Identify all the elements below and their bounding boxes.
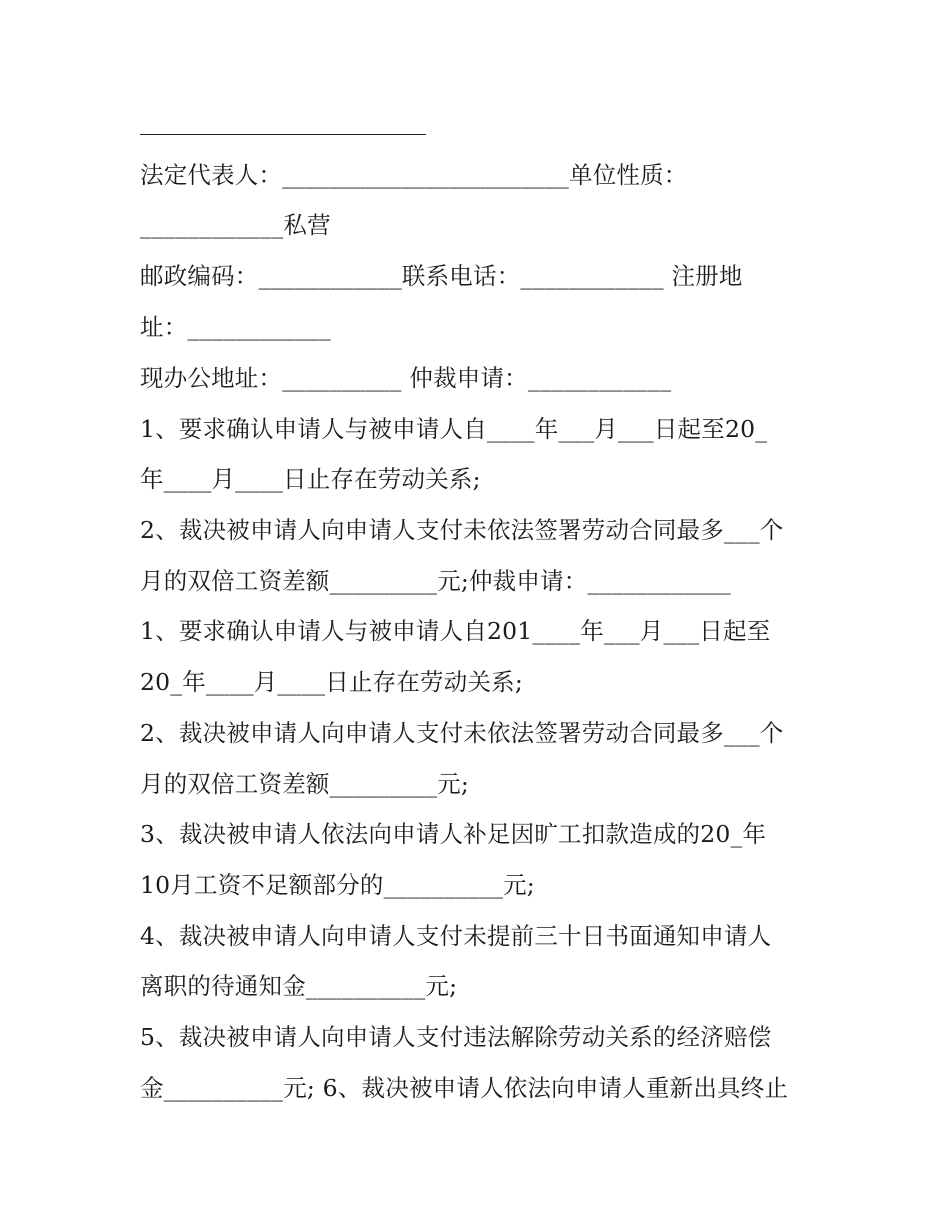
text-line-legal-rep: 法定代表人：________________________单位性质：	[140, 161, 688, 189]
text-line-claim-2b: 月的双倍工资差额_________元;仲裁申请：____________	[140, 567, 731, 595]
text-line-postcode-phone: 邮政编码：____________联系电话：____________ 注册地	[140, 262, 743, 290]
text-line-office-address: 现办公地址：__________ 仲裁申请：____________	[140, 364, 672, 392]
text-line-claim-4a: 4、裁决被申请人向申请人支付未提前三十日书面通知申请人	[140, 922, 772, 950]
text-line-claim-1b-repeat: 20_年____月____日止存在劳动关系;	[140, 668, 523, 696]
text-line-claim-3a: 3、裁决被申请人依法向申请人补足因旷工扣款造成的20_年	[140, 820, 767, 848]
text-line-claim-5b: 金__________元; 6、裁决被申请人依法向申请人重新出具终止	[140, 1074, 789, 1102]
text-line-claim-2b-repeat: 月的双倍工资差额_________元;	[140, 770, 469, 798]
blank-underline	[140, 134, 426, 135]
text-line-claim-4b: 离职的待通知金__________元;	[140, 972, 458, 1000]
text-line-claim-5a: 5、裁决被申请人向申请人支付违法解除劳动关系的经济赔偿	[140, 1023, 772, 1051]
text-line-claim-2a: 2、裁决被申请人向申请人支付未依法签署劳动合同最多___个	[140, 516, 784, 544]
text-line-claim-1a: 1、要求确认申请人与被申请人自____年___月___日起至20_	[140, 415, 768, 443]
text-line-claim-1b: 年____月____日止存在劳动关系;	[140, 465, 481, 493]
text-line-claim-3b: 10月工资不足额部分的__________元;	[140, 871, 535, 899]
text-line-address: 址：____________	[140, 313, 331, 341]
text-line-claim-1a-repeat: 1、要求确认申请人与被申请人自201____年___月___日起至	[140, 617, 771, 645]
text-line-claim-2a-repeat: 2、裁决被申请人向申请人支付未依法签署劳动合同最多___个	[140, 719, 784, 747]
text-line-unit-type: ____________私营	[140, 211, 331, 239]
